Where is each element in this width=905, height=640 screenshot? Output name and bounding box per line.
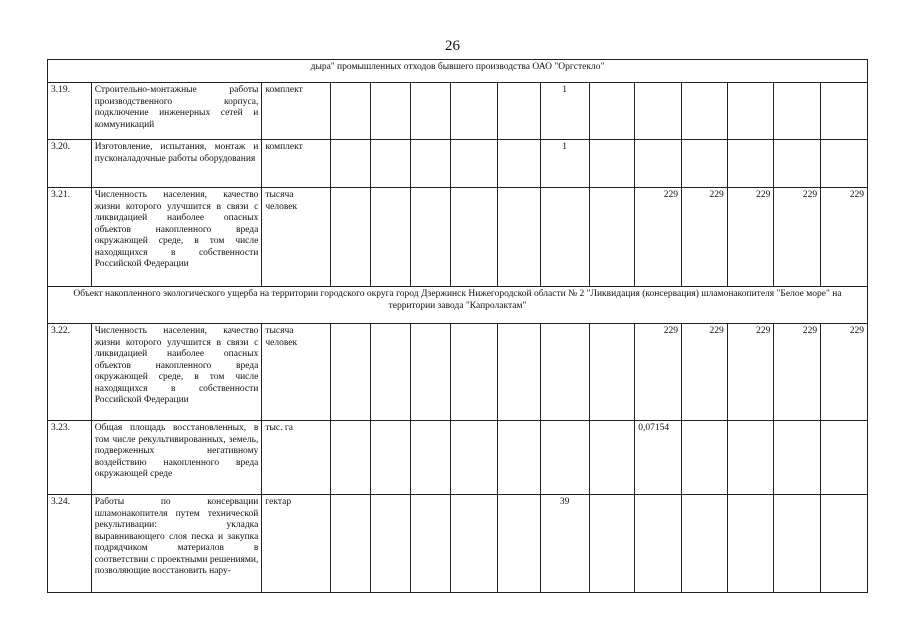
row-value [821,421,868,495]
row-number: 3.20. [48,140,92,188]
row-value: 229 [635,324,682,421]
row-value: 229 [821,188,868,287]
row-value: 229 [774,324,821,421]
row-value [727,495,774,593]
indicators-table [47,59,868,593]
row-value [681,421,727,495]
row-value: 39 [540,495,589,593]
row-unit: тысяча человек [262,188,331,287]
row-value [635,83,682,140]
row-name: Изготовление, испытания, монтаж и пусконаладочные работы оборудования [91,140,262,188]
row-value: 229 [727,188,774,287]
row-value: 229 [727,324,774,421]
table-row [48,140,868,188]
row-value [821,140,868,188]
table-row [48,188,868,287]
page-number: 26 [445,38,460,54]
row-value [727,421,774,495]
row-value: 229 [681,188,727,287]
row-unit: гектар [262,495,331,593]
row-name: Общая площадь восстановленных, в том числе рекультивированных, земель, подверженных негативному воздействию накопленного вреда окружающей среде [91,421,262,495]
row-unit: тыс. га [262,421,331,495]
row-value: 229 [635,188,682,287]
row-value [540,324,589,421]
row-value [821,495,868,593]
row-value [540,188,589,287]
row-number: 3.21. [48,188,92,287]
section-header-row [48,60,868,83]
row-value [774,495,821,593]
row-unit: тысяча человек [262,324,331,421]
table-row [48,324,868,421]
row-value [821,83,868,140]
row-name: Строительно-монтажные работы производственного корпуса, подключение инженерных сетей и коммуникаций [91,83,262,140]
row-value [681,140,727,188]
row-name: Численность населения, качество жизни которого улучшится в связи с ликвидацией наиболее опасных объектов накопленного вреда окружающей среде, в том числе находящихся в собственности Российской Федерации [91,324,262,421]
row-value [635,495,682,593]
row-value: 229 [821,324,868,421]
row-number: 3.22. [48,324,92,421]
row-value [774,83,821,140]
row-name: Работы по консервации шламонакопителя путем технической рекультивации: укладка выравнивающего слоя песка и закупка подрядчиком материалов в соответствии с проектными решениями, позволяющие восстановить нару- [91,495,262,593]
row-value: 229 [774,188,821,287]
row-unit: комплект [262,83,331,140]
row-number: 3.19. [48,83,92,140]
table-row [48,421,868,495]
table-row [48,495,868,593]
row-name: Численность населения, качество жизни которого улучшится в связи с ликвидацией наиболее опасных объектов накопленного вреда окружающей среде, в том числе находящихся в собственности Российской Федерации [91,188,262,287]
section-header-row [48,287,868,324]
row-number: 3.23. [48,421,92,495]
row-value: 1 [540,83,589,140]
row-value: 1 [540,140,589,188]
section-header-1: дыра" промышленных отходов бывшего производства ОАО "Оргстекло" [48,60,868,83]
row-value [774,140,821,188]
row-value [681,83,727,140]
row-value [635,140,682,188]
row-value: 0,07154 [635,421,682,495]
row-value [774,421,821,495]
row-number: 3.24. [48,495,92,593]
row-value [540,421,589,495]
row-value: 229 [681,324,727,421]
row-value [727,140,774,188]
table-row [48,83,868,140]
row-value [681,495,727,593]
section-header-2: Объект накопленного экологического ущерба на территории городского округа город Дзержинск Нижегородской области № 2 "Ликвидация (консервация) шламонакопителя "Белое море" на территории завода "Капролактам" [48,287,868,324]
row-unit: комплект [262,140,331,188]
row-value [727,83,774,140]
